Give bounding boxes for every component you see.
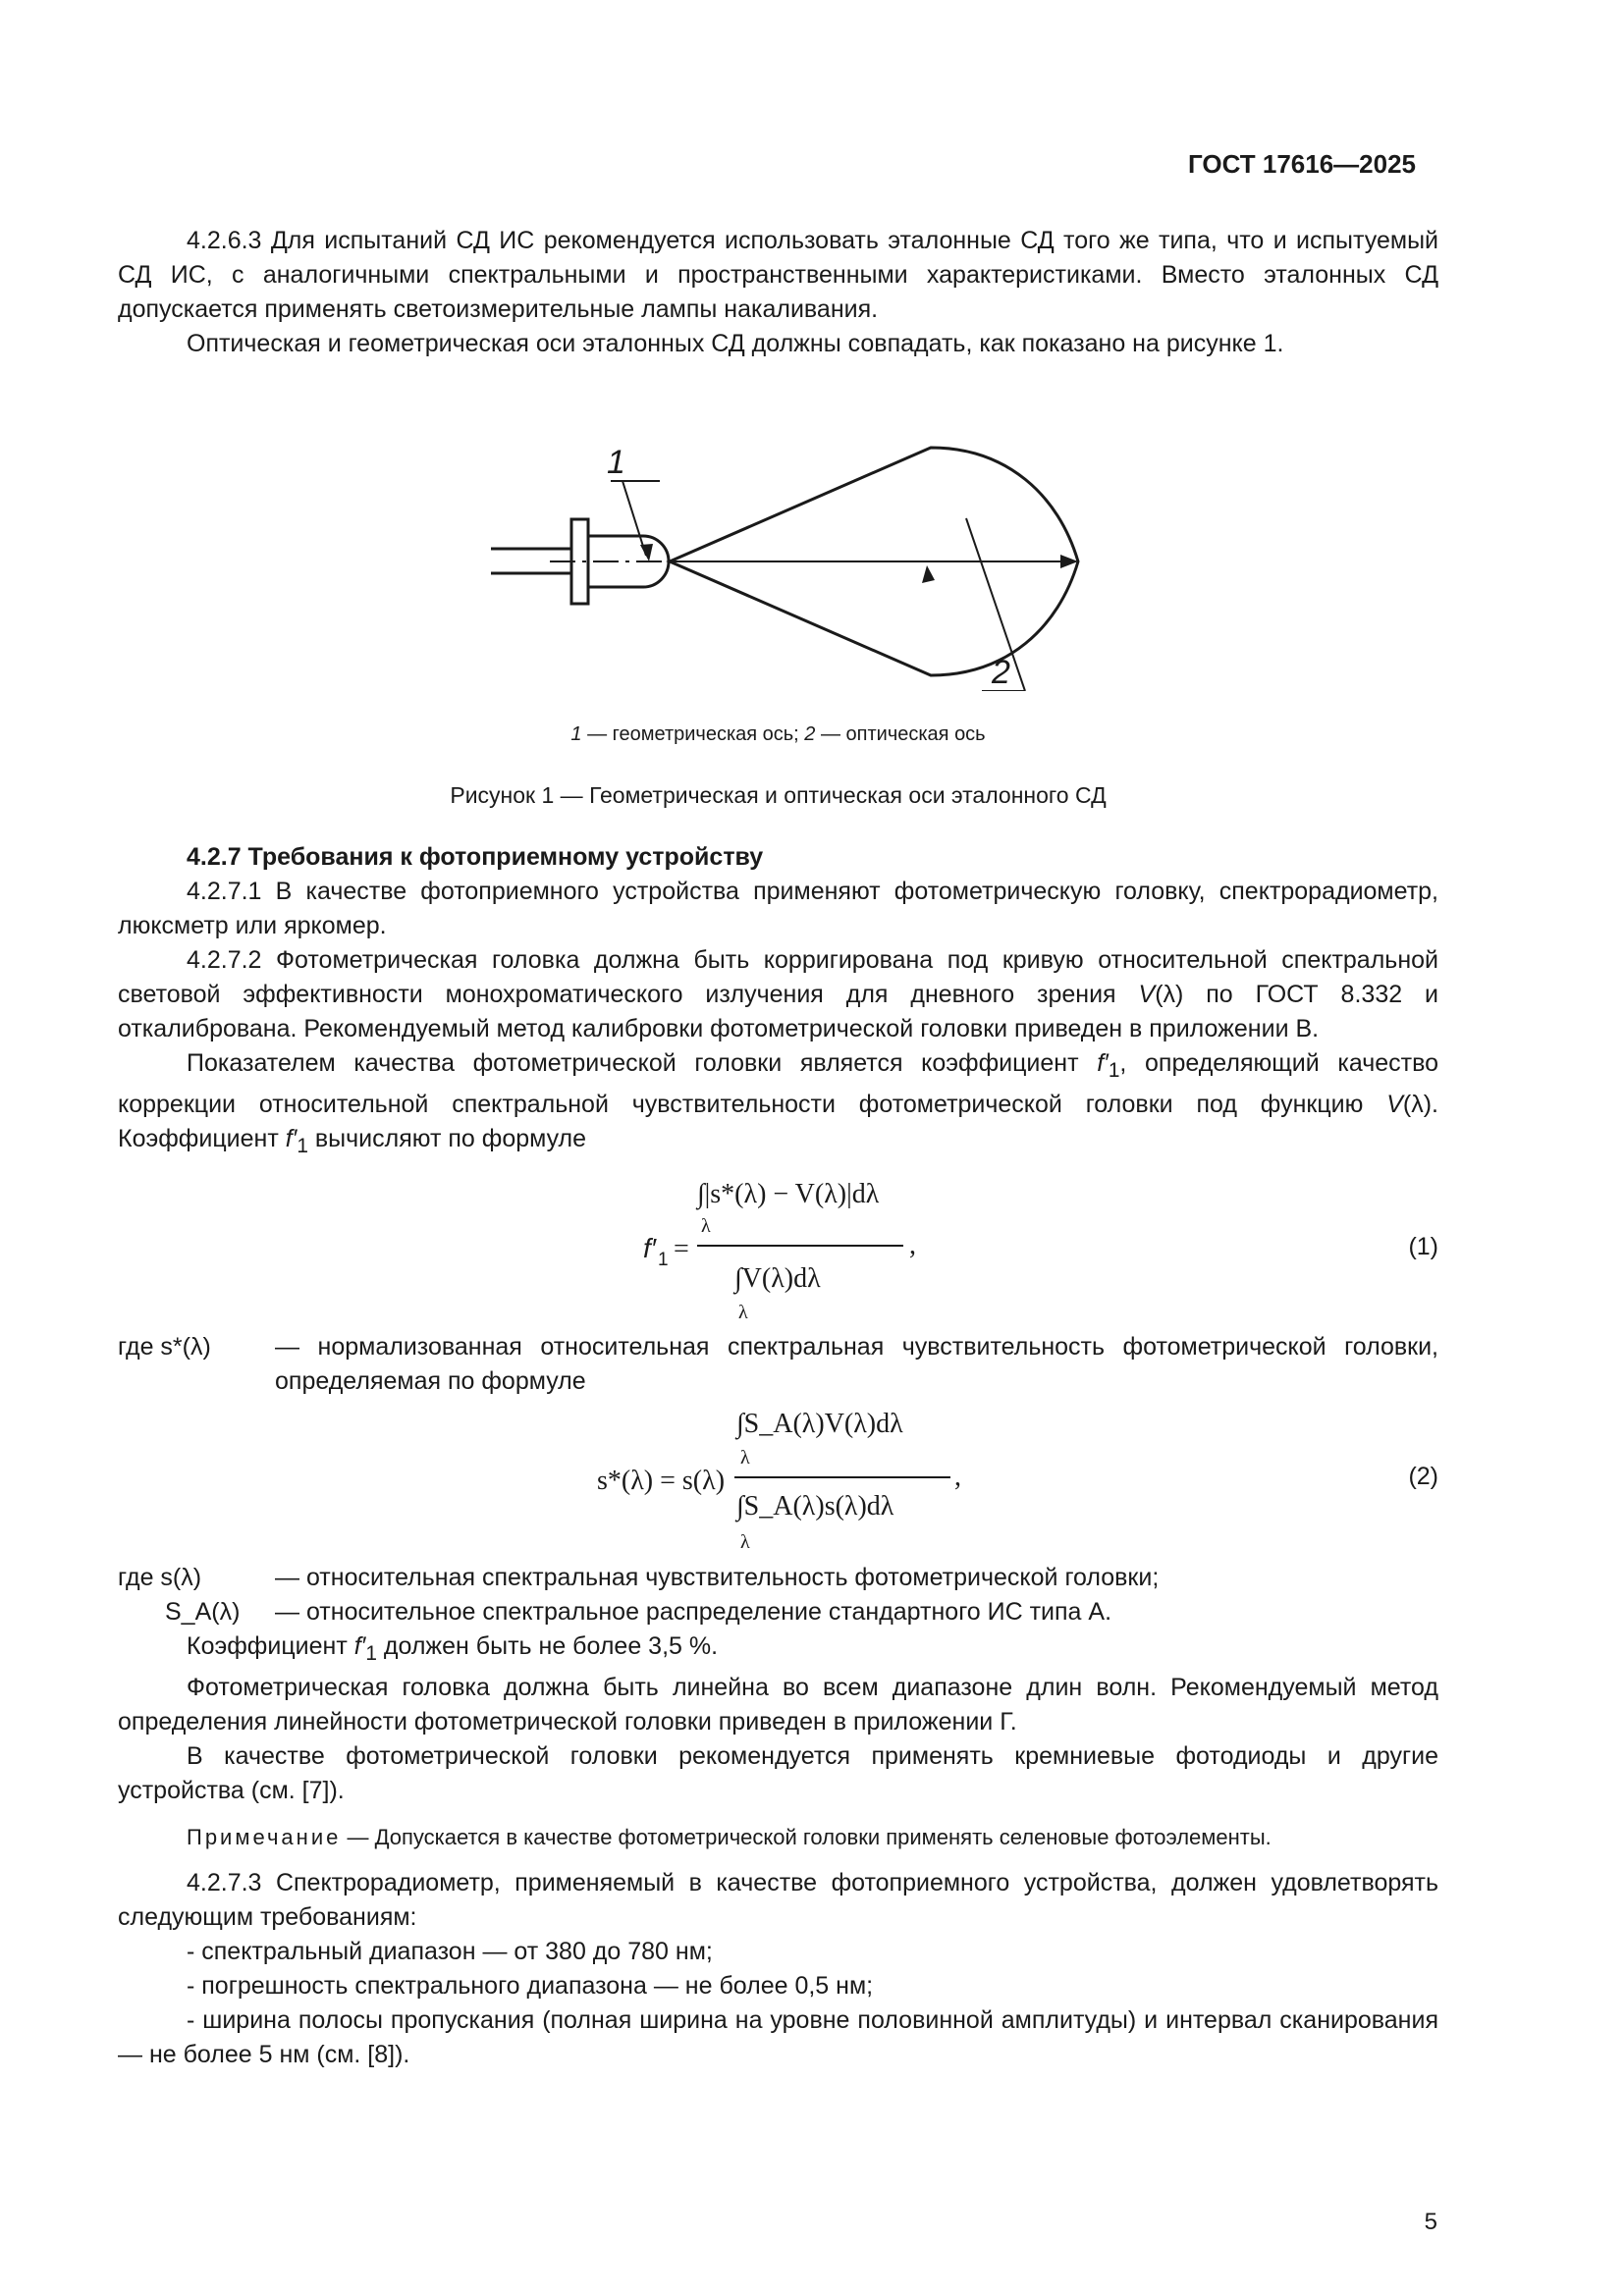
note-text: — Допускается в качестве фотометрической головки применять селеновые фотоэлементы. <box>341 1825 1272 1849</box>
def-s-star-text <box>275 1330 1438 1399</box>
def-sa-term: S_A(λ) <box>165 1598 241 1626</box>
para-4-2-7-1: 4.2.7.1 В качестве фотоприемного устройства применяют фотометрическую головку, спектрорадиометр, люксметр или яркомер. <box>118 878 1438 939</box>
f1-den-limit: λ <box>738 1302 748 1323</box>
para-quality-c: (λ). Коэффициент <box>118 1091 1438 1152</box>
para-limit <box>118 1629 1438 1671</box>
f1-lhs: f′ <box>643 1233 657 1263</box>
f1-numerator: ∫|s*(λ) − V(λ)|dλ <box>697 1179 880 1209</box>
label-1-leader <box>623 481 646 556</box>
page-content <box>118 224 1438 2072</box>
requirement-3: - ширина полосы пропускания (полная ширина на уровне половинной амплитуды) и интервал сканирования — не более 5 нм (см. [8]). <box>118 2006 1438 2068</box>
label-1: 1 <box>607 444 625 481</box>
formula-1-svg <box>118 1163 1438 1330</box>
def-s-star-term: где s*(λ) <box>118 1333 211 1361</box>
note <box>118 1820 1438 1854</box>
formula-1-number: (1) <box>1408 1233 1438 1260</box>
f1-symbol: f′ <box>1097 1049 1109 1077</box>
def-s-star <box>118 1330 1438 1399</box>
f1-denominator: ∫V(λ)dλ <box>734 1263 821 1294</box>
para-quality <box>118 1046 1438 1163</box>
formula-2-number: (2) <box>1408 1463 1438 1490</box>
def-s-text <box>275 1561 1438 1595</box>
page-number: 5 <box>1424 2209 1437 2235</box>
para-quality-d: вычисляют по формуле <box>307 1125 587 1152</box>
legend-text-2: — оптическая ось <box>815 723 986 745</box>
label-1-arrowhead <box>640 544 653 561</box>
def-s <box>118 1561 1438 1595</box>
para-linear: Фотометрическая головка должна быть линейна во всем диапазоне длин волн. Рекомендуемый метод определения линейности фотометрической головки приведен в приложении Г. <box>118 1674 1438 1735</box>
f1-symbol-2: f′ <box>285 1125 298 1152</box>
figure-legend <box>118 718 1438 752</box>
para-silicon: В качестве фотометрической головки рекомендуется применять кремниевые фотодиоды и другие устройства (см. [7]). <box>118 1742 1438 1804</box>
requirement-1: - спектральный диапазон — от 380 до 780 нм; <box>187 1938 713 1965</box>
standard-id: ГОСТ 17616—2025 <box>1188 149 1416 179</box>
v-symbol: V <box>1138 981 1156 1008</box>
f2-num-limit: λ <box>740 1447 750 1468</box>
figure-1 <box>118 367 1438 691</box>
para-axes: Оптическая и геометрическая оси эталонных СД должны совпадать, как показано на рисунке 1. <box>187 330 1284 357</box>
def-sa-body: относительное спектральное распределение стандартного ИС типа А. <box>305 1598 1112 1626</box>
formula-2 <box>118 1399 1438 1561</box>
f1-sub: 1 <box>1108 1059 1120 1082</box>
para-4-2-7-2-a: 4.2.7.2 Фотометрическая головка должна быть корригирована под кривую относительной спектральной световой эффективности монохроматического излучения для дневного зрения <box>118 946 1438 1008</box>
f1-lhs-sub: 1 <box>658 1250 669 1270</box>
def-sa-dash: — <box>275 1598 299 1626</box>
legend-num-2: 2 <box>804 723 816 745</box>
note-label: Примечание <box>187 1825 342 1849</box>
f1-num-limit: λ <box>701 1215 711 1237</box>
v-symbol-2: V <box>1386 1091 1403 1118</box>
para-quality-a: Показателем качества фотометрической головки является коэффициент <box>187 1049 1098 1077</box>
def-sa <box>118 1595 1438 1629</box>
para-limit-b: должен быть не более 3,5 %. <box>376 1632 719 1660</box>
def-s-term: где s(λ) <box>118 1564 202 1591</box>
heading-4-2-7: 4.2.7 Требования к фотоприемному устройству <box>187 843 764 871</box>
formula-2-svg <box>118 1399 1438 1561</box>
para-limit-a: Коэффициент <box>187 1632 354 1660</box>
f2-lhs: s*(λ) = s(λ) <box>597 1466 726 1496</box>
para-quality-b: , определяющий качество коррекции относительной спектральной чувствительности фотометрической головки под функцию <box>118 1049 1438 1118</box>
f1-sub-3: 1 <box>365 1642 377 1665</box>
f2-comma: , <box>954 1462 961 1492</box>
def-sa-text <box>275 1595 1438 1629</box>
formula-1 <box>118 1163 1438 1330</box>
f1-sub-2: 1 <box>297 1135 308 1157</box>
para-4-2-6-3: 4.2.6.3 Для испытаний СД ИС рекомендуется использовать эталонные СД того же типа, что и испытуемый СД ИС, с аналогичными спектральными и пространственными характеристиками. Вместо эталонных СД допускается применять светоизмерительные лампы накаливания. <box>118 227 1438 323</box>
legend-text-1: — геометрическая ось; <box>581 723 805 745</box>
def-s-dash: — <box>275 1564 299 1591</box>
f1-eq: = <box>674 1234 689 1264</box>
para-4-2-7-2-b: (λ) по ГОСТ 8.332 и откалибрована. Рекомендуемый метод калибровки фотометрической головки приведен в приложении В. <box>118 981 1438 1042</box>
def-s-star-body: нормализованная относительная спектральная чувствительность фотометрической головки, определяемая по формуле <box>275 1333 1438 1395</box>
f2-denominator: ∫S_A(λ)s(λ)dλ <box>736 1491 894 1522</box>
figure-caption: Рисунок 1 — Геометрическая и оптическая оси эталонного СД <box>450 782 1107 808</box>
def-s-star-dash: — <box>275 1333 299 1361</box>
f2-numerator: ∫S_A(λ)V(λ)dλ <box>736 1409 903 1439</box>
requirement-2: - погрешность спектрального диапазона — не более 0,5 нм; <box>187 1972 874 2000</box>
f1-symbol-3: f′ <box>353 1632 366 1660</box>
f1-comma: , <box>909 1230 916 1260</box>
para-4-2-7-2 <box>118 943 1438 1046</box>
para-4-2-7-3: 4.2.7.3 Спектрорадиометр, применяемый в качестве фотоприемного устройства, должен удовлетворять следующим требованиям: <box>118 1869 1438 1931</box>
label-2-arrowhead <box>922 565 935 583</box>
legend-num-1: 1 <box>570 723 582 745</box>
label-2: 2 <box>992 654 1010 691</box>
f2-den-limit: λ <box>740 1531 750 1553</box>
led-axes-diagram <box>118 367 1438 691</box>
def-s-body: относительная спектральная чувствительность фотометрической головки; <box>305 1564 1160 1591</box>
